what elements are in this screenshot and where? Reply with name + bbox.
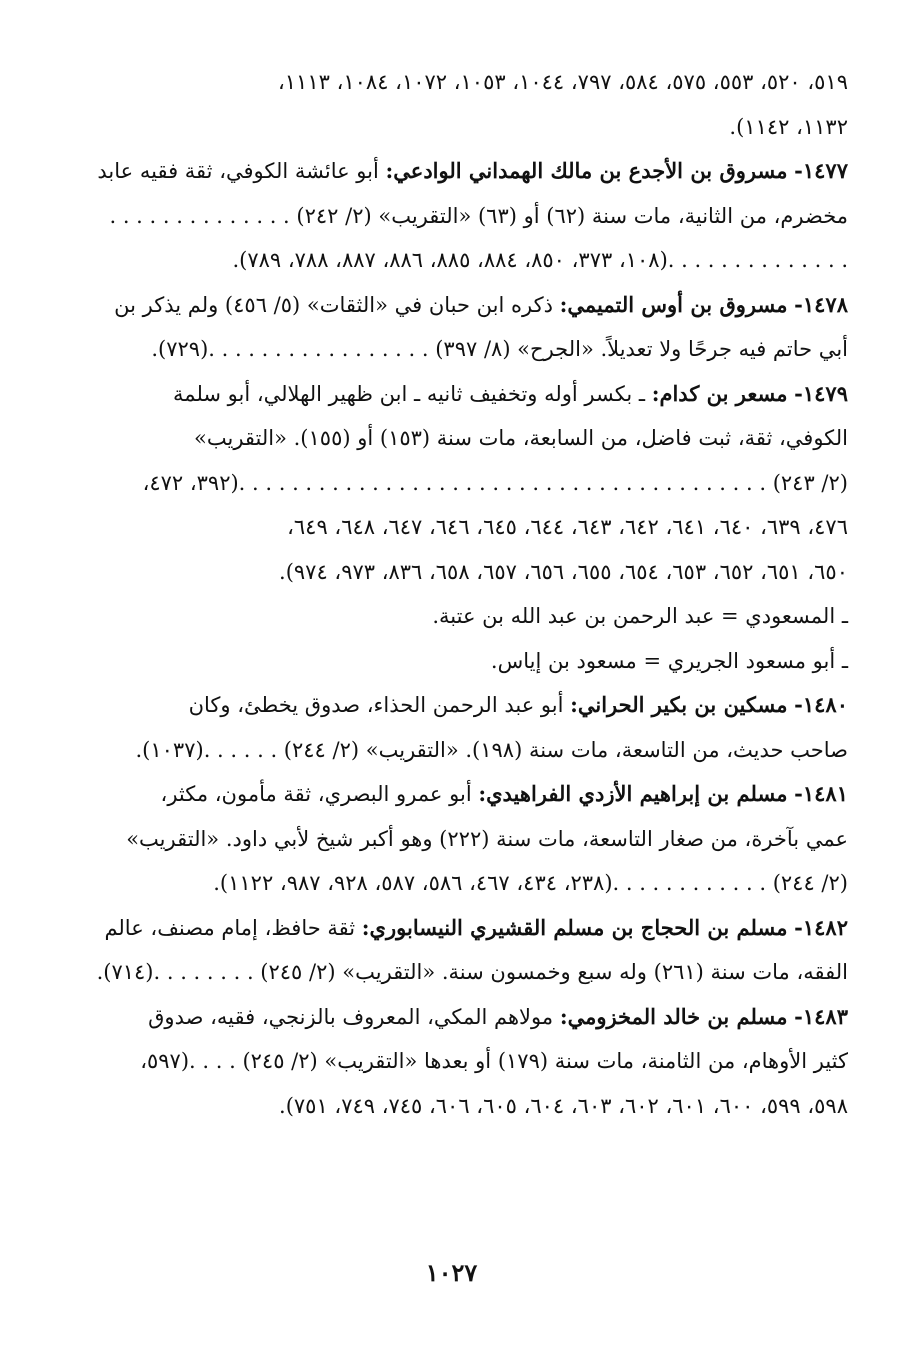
text-line: أبي حاتم فيه جرحًا ولا تعديلاً. «الجرح» (٨/ ٣٩٧) . . . . . . . . . . . . . . . . .(٧٢٩). [151, 337, 848, 361]
text-line: مخضرم، من الثانية، مات سنة (٦٢) أو (٦٣) «التقريب» (٢/ ٢٤٢) . . . . . . . . . . . . . . [109, 203, 848, 228]
cross-reference-jariri [100, 639, 848, 684]
narrator-name: مسكين بن بكير الحراني: [570, 692, 788, 717]
narrator-name: مسلم بن إبراهيم الأزدي الفراهيدي: [478, 781, 788, 806]
cross-reference-masudi [100, 594, 848, 639]
text-line: الكوفي، ثقة، ثبت فاضل، من السابعة، مات سنة (١٥٣) أو (١٥٥). «التقريب» [194, 426, 848, 450]
narrator-name: مسروق بن الأجدع بن مالك الهمداني الوادعي: [385, 158, 788, 183]
entry-text: مولاهم المكي، المعروف بالزنجي، فقيه، صدوق [148, 1004, 554, 1029]
text-line: ٥٩٨، ٥٩٩، ٦٠٠، ٦٠١، ٦٠٢، ٦٠٣، ٦٠٤، ٦٠٥، ٦٠٦، ٧٤٥، ٧٤٩، ٧٥١). [279, 1093, 848, 1118]
entry-number: ١٤٨٣- [794, 1003, 848, 1029]
entry-text: ـ بكسر أوله وتخفيف ثانيه ـ ابن ظهير الهلالي، أبو سلمة [173, 381, 646, 406]
entry-1482 [96, 906, 848, 995]
text-line: عمي بآخرة، من صغار التاسعة، مات سنة (٢٢٢) وهو أكبر شيخ لأبي داود. «التقريب» [126, 826, 848, 851]
top-references [100, 60, 848, 149]
entry-number: ١٤٨٢- [794, 914, 848, 940]
text-line: صاحب حديث، من التاسعة، مات سنة (١٩٨). «التقريب» (٢/ ٢٤٤) . . . . . .(١٠٣٧). [135, 737, 848, 762]
narrator-name: مسلم بن الحجاج بن مسلم القشيري النيسابوري: [361, 914, 788, 940]
entry-text: أبو عائشة الكوفي، ثقة فقيه عابد [97, 159, 379, 183]
entry-1478 [100, 283, 848, 372]
text-line [100, 683, 848, 728]
entry-text: ثقة حافظ، إمام مصنف، عالم [104, 915, 356, 940]
text-line: كثير الأوهام، من الثامنة، مات سنة (١٧٩) أو بعدها «التقريب» (٢/ ٢٤٥) . . . .(٥٩٧، [140, 1049, 848, 1073]
narrator-name: مسروق بن أوس التميمي: [559, 291, 788, 317]
entry-1480 [100, 683, 848, 772]
narrator-name: مسلم بن خالد المخزومي: [559, 1003, 788, 1029]
text-line: ـ المسعودي = عبد الرحمن بن عبد الله بن عتبة. [432, 604, 848, 628]
text-line: ٦٥٠، ٦٥١، ٦٥٢، ٦٥٣، ٦٥٤، ٦٥٥، ٦٥٦، ٦٥٧، ٦٥٨، ٨٣٦، ٩٧٣، ٩٧٤). [279, 559, 848, 584]
entry-1481 [100, 772, 848, 906]
text-line: ٤٧٦، ٦٣٩، ٦٤٠، ٦٤١، ٦٤٢، ٦٤٣، ٦٤٤، ٦٤٥، ٦٤٦، ٦٤٧، ٦٤٨، ٦٤٩، [287, 515, 848, 539]
entry-number: ١٤٧٧- [794, 158, 848, 183]
text-line: (٢/ ٢٤٣) . . . . . . . . . . . . . . . . . . . . . . . . . . . . . . . . . . . . . . . .(٣٩٢، ٤٧٢، [142, 470, 848, 495]
narrator-name: مسعر بن كدام: [651, 380, 788, 406]
text-line: . . . . . . . . . . . . . .(١٠٨، ٣٧٣، ٨٥٠، ٨٨٤، ٨٨٥، ٨٨٦، ٨٨٧، ٧٨٨، ٧٨٩). [232, 248, 848, 272]
entry-1483 [100, 995, 848, 1129]
entry-number: ١٤٧٩- [794, 380, 848, 406]
entry-text: أبو عبد الرحمن الحذاء، صدوق يخطئ، وكان [188, 693, 564, 717]
page-body [96, 60, 848, 1128]
text-line [100, 372, 848, 417]
text-line: ١١٣٢، ١١٤٢). [729, 114, 848, 139]
entry-text: ذكره ابن حبان في «الثقات» (٥/ ٤٥٦) ولم يذكر بن [114, 292, 553, 317]
entry-number: ١٤٨١- [794, 781, 848, 806]
text-line [97, 149, 848, 194]
text-line [100, 772, 848, 817]
page-number: ١٠٢٧ [425, 1258, 478, 1287]
text-line: ـ أبو مسعود الجريري = مسعود بن إياس. [490, 648, 848, 673]
entry-number: ١٤٧٨- [794, 291, 848, 317]
text-line: (٢/ ٢٤٤) . . . . . . . . . . . .(٢٣٨، ٤٣٤، ٤٦٧، ٥٨٦، ٥٨٧، ٩٢٨، ٩٨٧، ١١٢٢). [213, 871, 848, 895]
text-line [100, 995, 848, 1040]
text-line: ٥١٩، ٥٢٠، ٥٥٣، ٥٧٥، ٥٨٤، ٧٩٧، ١٠٤٤، ١٠٥٣، ١٠٧٢، ١٠٨٤، ١١١٣، [278, 70, 848, 94]
text-line: الفقه، مات سنة (٢٦١) وله سبع وخمسون سنة. «التقريب» (٢/ ٢٤٥) . . . . . . . .(٧١٤). [96, 960, 848, 984]
text-line [100, 906, 848, 951]
entry-1479 [100, 372, 848, 595]
entry-1477 [97, 149, 848, 283]
entry-number: ١٤٨٠- [794, 692, 848, 717]
entry-text: أبو عمرو البصري، ثقة مأمون، مكثر، [160, 782, 472, 806]
text-line [100, 283, 848, 328]
